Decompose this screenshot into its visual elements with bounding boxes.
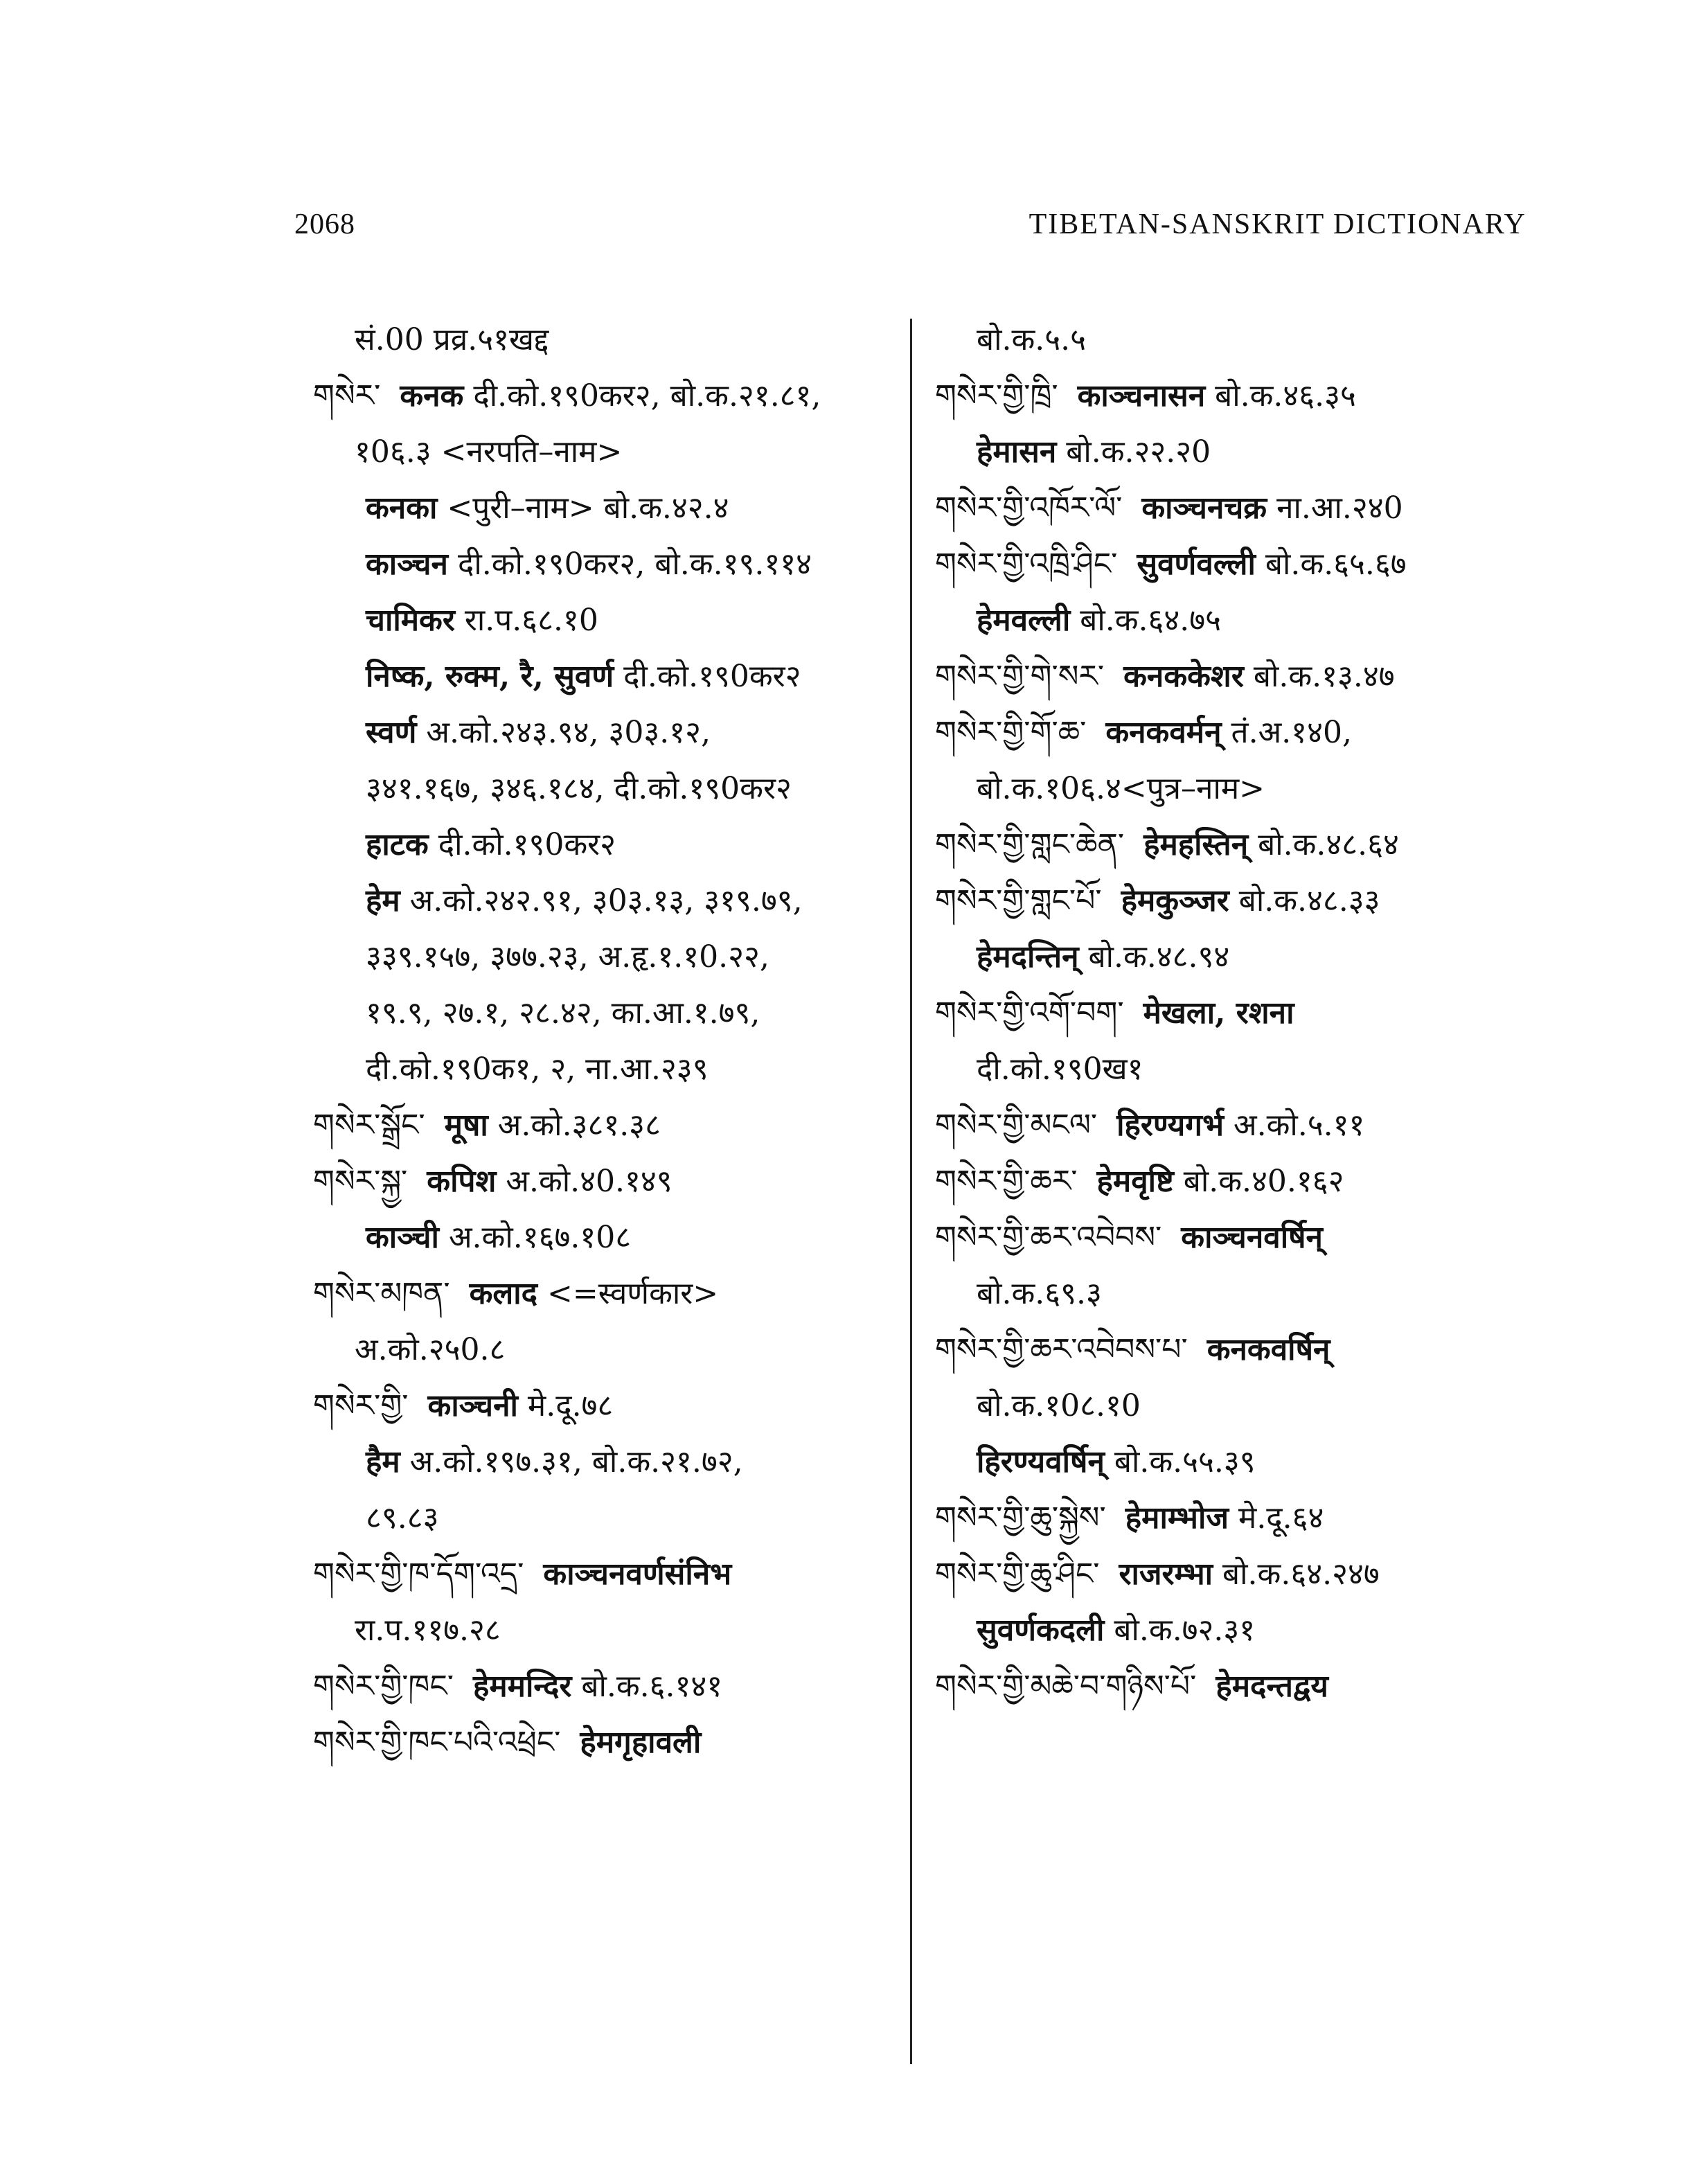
citation-text: १९.९, २७.१, २८.४२, का.आ.१.७९,: [366, 995, 760, 1031]
entry-continuation: [313, 1434, 909, 1490]
dictionary-entry: [935, 1322, 1558, 1378]
entry-continuation: [313, 873, 909, 929]
sanskrit-equivalent: मूषा: [444, 1108, 488, 1143]
dictionary-entry: [935, 1546, 1558, 1602]
citation-text: अ.को.२५0.८: [355, 1332, 506, 1367]
right-column: [935, 312, 1558, 1714]
entry-continuation: [313, 761, 909, 817]
citation-text: अ.को.१६७.१0८: [438, 1220, 632, 1255]
citation-text: अ.को.४0.१४९: [496, 1164, 673, 1199]
dictionary-entry: [935, 368, 1558, 424]
tibetan-headword: གསེར་གྱི་ཆུ་སྐྱེས་: [935, 1500, 1106, 1536]
citation-text: बो.क.६५.६७: [1255, 547, 1407, 582]
citation-text: अ.को.३८१.३८: [488, 1108, 661, 1143]
sanskrit-equivalent: हिरण्यगर्भ: [1116, 1108, 1224, 1143]
sanskrit-equivalent: हाटक: [366, 827, 429, 862]
left-column: [313, 312, 909, 1770]
sanskrit-equivalent: काञ्ची: [366, 1220, 439, 1255]
sanskrit-equivalent: राजरम्भा: [1119, 1556, 1213, 1592]
citation-text: ३४१.१६७, ३४६.१८४, दी.को.१९0कर२: [366, 771, 792, 806]
citation-text: ३३९.१५७, ३७७.२३, अ.हृ.१.१0.२२,: [366, 939, 769, 975]
entry-continuation: [935, 424, 1558, 480]
citation-text: दी.को.१९0कर२: [614, 659, 801, 694]
dictionary-entry: [935, 817, 1558, 873]
sanskrit-equivalent: चामिकर: [366, 603, 455, 638]
citation-text: ८९.८३: [366, 1500, 439, 1536]
entry-continuation: [935, 929, 1558, 985]
dictionary-entry: [935, 648, 1558, 704]
citation-text: दी.को.१९0ख१: [977, 1051, 1143, 1087]
tibetan-headword: གསེར་གྱི་ཁྲི་: [935, 378, 1058, 414]
sanskrit-equivalent: हेमगृहावली: [580, 1725, 702, 1760]
citation-text: अ.को.५.११: [1224, 1108, 1365, 1143]
entry-continuation: [313, 985, 909, 1041]
sanskrit-equivalent: हिरण्यवर्षिन्: [977, 1444, 1105, 1480]
tibetan-headword: གསེར་གྱི་འཁོར་ལོ་: [935, 490, 1123, 526]
entry-continuation: [313, 929, 909, 985]
entry-continuation: [935, 592, 1558, 648]
citation-text: बो.क.४८.९४: [1078, 939, 1230, 975]
citation-text: बो.क.१३.४७: [1243, 659, 1395, 694]
citation-text: मे.दू.७८: [517, 1388, 614, 1423]
citation-text: सं.00 प्रव्र.५१खद्द: [355, 322, 549, 357]
sanskrit-equivalent: कनकवर्षिन्: [1206, 1332, 1330, 1367]
tibetan-headword: གསེར་གྱི་ཆར་འབེབས་: [935, 1220, 1162, 1255]
dictionary-entry: [313, 1546, 909, 1602]
entry-continuation: [313, 1322, 909, 1378]
entry-continuation: [313, 592, 909, 648]
sanskrit-equivalent: हेमासन: [977, 434, 1057, 470]
citation-text: बो.क.७२.३१: [1104, 1613, 1256, 1648]
tibetan-headword: གསེར་སྒྲོང་: [313, 1108, 425, 1143]
tibetan-headword: གསེར་སྐྱ་: [313, 1164, 408, 1199]
dictionary-entry: [313, 1266, 909, 1322]
tibetan-headword: གསེར་གྱི་འགོ་བག་: [935, 995, 1124, 1031]
citation-text: दी.को.१९0कर२, बो.क.१९.११४: [447, 547, 812, 582]
tibetan-headword: གསེར་གྱི་: [313, 1388, 409, 1423]
sanskrit-equivalent: काञ्चनासन: [1077, 378, 1206, 414]
dictionary-entry: [935, 704, 1558, 761]
entry-continuation: [313, 536, 909, 592]
sanskrit-equivalent: कनककेशर: [1123, 659, 1244, 694]
citation-text: ना.आ.२४0: [1267, 490, 1403, 526]
sanskrit-equivalent: हैम: [366, 1444, 400, 1480]
citation-text: बो.क.६९.३: [977, 1276, 1102, 1311]
sanskrit-equivalent: काञ्चनवर्षिन्: [1181, 1220, 1323, 1255]
citation-text: अ.को.२४३.९४, ३0३.१२,: [416, 715, 711, 750]
citation-text: बो.क.५५.३९: [1104, 1444, 1256, 1480]
entry-continuation: [935, 761, 1558, 817]
entry-continuation: [313, 1490, 909, 1546]
tibetan-headword: གསེར་གྱི་འཁྲི་ཤིང་: [935, 547, 1118, 582]
tibetan-headword: གསེར་མཁན་: [313, 1276, 450, 1311]
entry-continuation: [313, 424, 909, 480]
tibetan-headword: གསེར་གྱི་ཆུ་ཤིང་: [935, 1556, 1100, 1592]
tibetan-headword: གསེར་གྱི་མཆེ་བ་གཉིས་པོ་: [935, 1669, 1197, 1704]
dictionary-entry: [313, 1153, 909, 1209]
tibetan-headword: གསེར་གྱི་མངལ་: [935, 1108, 1098, 1143]
entry-continuation: [313, 648, 909, 704]
citation-text: बो.क.४६.३५: [1205, 378, 1356, 414]
citation-text: अ.को.१९७.३१, बो.क.२१.७२,: [400, 1444, 743, 1480]
sanskrit-equivalent: हेमवृष्टि: [1096, 1164, 1174, 1199]
sanskrit-equivalent: हेमदन्तद्वय: [1215, 1669, 1328, 1704]
citation-text: रा.प.६८.१0: [454, 603, 598, 638]
dictionary-entry: [935, 985, 1558, 1041]
entry-continuation: [935, 1602, 1558, 1658]
dictionary-entry: [313, 1097, 909, 1153]
sanskrit-equivalent: हेमहस्तिन्: [1143, 827, 1249, 862]
citation-text: अ.को.२४२.९१, ३0३.१३, ३१९.७९,: [400, 883, 803, 918]
dictionary-entry: [313, 1658, 909, 1714]
sanskrit-equivalent: काञ्चनचक्र: [1141, 490, 1267, 526]
dictionary-entry: [935, 1209, 1558, 1266]
citation-text: बो.क.१0६.४<पुत्र–नाम>: [977, 771, 1265, 806]
entry-continuation: [313, 1041, 909, 1097]
sanskrit-equivalent: सुवर्णवल्ली: [1137, 547, 1256, 582]
sanskrit-equivalent: हेमवल्ली: [977, 603, 1071, 638]
sanskrit-equivalent: हेममन्दिर: [472, 1669, 572, 1704]
citation-text: बो.क.४८.३३: [1229, 883, 1380, 918]
citation-text: बो.क.६४.७५: [1070, 603, 1221, 638]
citation-text: रा.प.११७.२८: [355, 1613, 501, 1648]
tibetan-headword: གསེར་གྱི་གོ་ཆ་: [935, 715, 1087, 750]
sanskrit-equivalent: हेम: [366, 883, 400, 918]
sanskrit-equivalent: काञ्चनवर्णसंनिभ: [543, 1556, 732, 1592]
tibetan-headword: གསེར་གྱི་གླང་ཆེན་: [935, 827, 1125, 862]
sanskrit-equivalent: काञ्चनी: [427, 1388, 518, 1423]
tibetan-headword: གསེར་གྱི་ཆར་: [935, 1164, 1078, 1199]
sanskrit-equivalent: काञ्चन: [366, 547, 448, 582]
tibetan-headword: གསེར་གྱི་ཁང་: [313, 1669, 454, 1704]
citation-text: तं.अ.१४0,: [1221, 715, 1352, 750]
citation-text: मे.दू.६४: [1229, 1500, 1324, 1536]
dictionary-entry: [935, 536, 1558, 592]
tibetan-headword: གསེར་གྱི་གླང་པོ་: [935, 883, 1102, 918]
sanskrit-equivalent: कनका: [366, 490, 438, 526]
dictionary-entry: [935, 873, 1558, 929]
dictionary-entry: [313, 1378, 909, 1434]
tibetan-headword: གསེར་གྱི་ཆར་འབེབས་པ་: [935, 1332, 1188, 1367]
entry-continuation: [935, 1378, 1558, 1434]
sanskrit-equivalent: स्वर्ण: [366, 715, 417, 750]
citation-text: बो.क.१0८.१0: [977, 1388, 1141, 1423]
dictionary-entry: [935, 1490, 1558, 1546]
sanskrit-equivalent: कलाद: [469, 1276, 537, 1311]
citation-text: दी.को.१९0क१, २, ना.आ.२३९: [366, 1051, 709, 1087]
sanskrit-equivalent: मेखला, रशना: [1143, 995, 1294, 1031]
entry-continuation: [313, 704, 909, 761]
citation-text: बो.क.५.५: [977, 322, 1087, 357]
sanskrit-equivalent: सुवर्णकदली: [977, 1613, 1105, 1648]
entry-continuation: [313, 480, 909, 536]
citation-text: दी.को.१९0कर२, बो.क.२१.८१,: [463, 378, 821, 414]
entry-continuation: [935, 1434, 1558, 1490]
dictionary-entry: [935, 1097, 1558, 1153]
dictionary-entry: [935, 1658, 1558, 1714]
citation-text: <=स्वर्णकार>: [537, 1276, 719, 1311]
running-title: TIBETAN-SANSKRIT DICTIONARY: [1028, 208, 1526, 240]
dictionary-entry: [935, 1153, 1558, 1209]
dictionary-entry: [935, 480, 1558, 536]
citation-text: बो.क.६४.२४७: [1213, 1556, 1380, 1592]
dictionary-entry: [313, 1714, 909, 1770]
sanskrit-equivalent: कपिश: [427, 1164, 497, 1199]
citation-text: दी.को.१९0कर२: [428, 827, 616, 862]
entry-continuation: [313, 1209, 909, 1266]
page-number: 2068: [294, 208, 355, 240]
citation-text: १0६.३ <नरपति–नाम>: [355, 434, 623, 470]
tibetan-headword: གསེར་གྱི་ཁང་པའི་འཕྲེང་: [313, 1725, 561, 1760]
entry-continuation: [935, 312, 1558, 368]
dictionary-entry: [313, 368, 909, 424]
entry-continuation: [313, 1602, 909, 1658]
sanskrit-equivalent: हेमकुञ्जर: [1121, 883, 1229, 918]
tibetan-headword: གསེར་: [313, 378, 381, 414]
entry-continuation: [935, 1041, 1558, 1097]
column-divider: [910, 319, 912, 2064]
sanskrit-equivalent: कनक: [400, 378, 464, 414]
tibetan-headword: གསེར་གྱི་ཁ་དོག་འདྲ་: [313, 1556, 524, 1592]
tibetan-headword: གསེར་གྱི་གེ་སར་: [935, 659, 1105, 694]
entry-continuation: [313, 312, 909, 368]
entry-continuation: [313, 817, 909, 873]
citation-text: बो.क.४0.१६२: [1173, 1164, 1344, 1199]
entry-continuation: [935, 1266, 1558, 1322]
sanskrit-equivalent: हेमाम्भोज: [1125, 1500, 1229, 1536]
citation-text: <पुरी–नाम> बो.क.४२.४: [437, 490, 729, 526]
citation-text: बो.क.२२.२0: [1056, 434, 1211, 470]
sanskrit-equivalent: हेमदन्तिन्: [977, 939, 1079, 975]
citation-text: बो.क.६.१४१: [571, 1669, 723, 1704]
sanskrit-equivalent: निष्क, रुक्म, रै, सुवर्ण: [366, 659, 614, 694]
sanskrit-equivalent: कनकवर्मन्: [1105, 715, 1222, 750]
citation-text: बो.क.४८.६४: [1248, 827, 1399, 862]
